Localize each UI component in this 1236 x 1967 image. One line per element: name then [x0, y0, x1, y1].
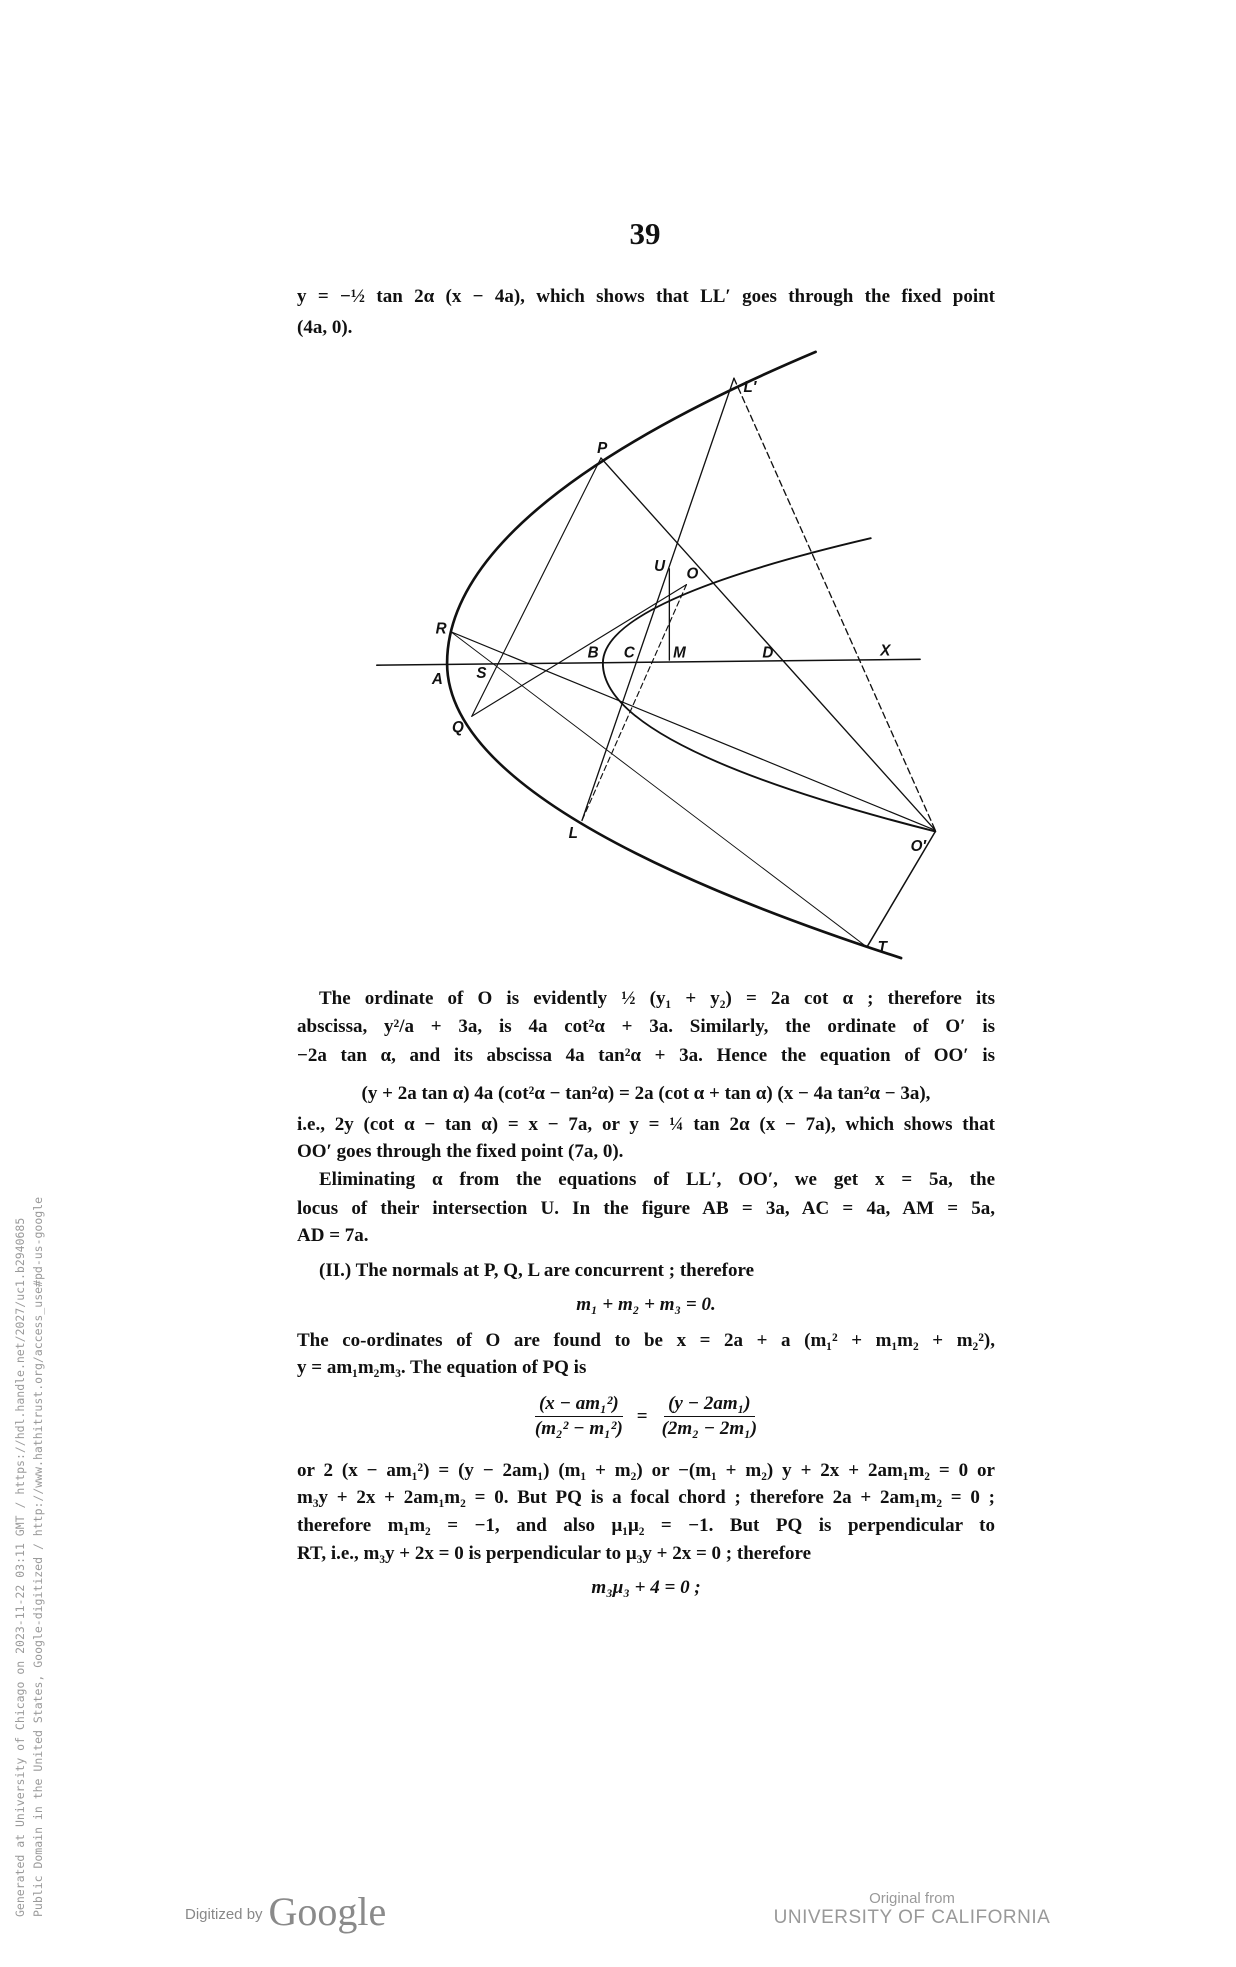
text-line: −2a tan α, and its abscissa 4a tan²α + 3a. Hence the equation of OO′ is	[297, 1045, 995, 1066]
page-number: 39	[629, 216, 661, 251]
chord-pq	[472, 458, 601, 716]
label-x: X	[880, 642, 891, 660]
inner-parabola-locus	[603, 538, 935, 831]
fraction-equals: =	[636, 1405, 648, 1427]
label-o-prime: O′	[910, 837, 927, 856]
text-line: The co-ordinates of O are found to be x = 2a + a (m₁² + m₁m₂ + m₂²),	[297, 1330, 995, 1351]
text-line: y = am₁m₂m₃. The equation of PQ is	[297, 1357, 587, 1378]
watermark-public-domain: Public Domain in the United States, Google-digitized / http://www.hathitrust.org/access_use#pd-us-google	[31, 1196, 45, 1917]
text-line: Eliminating α from the equations of LL′, OO′, we get x = 5a, the	[319, 1169, 995, 1190]
label-s: S	[476, 664, 487, 683]
google-logo: Google	[268, 1889, 387, 1934]
label-t: T	[877, 938, 887, 957]
line-q-o	[472, 585, 687, 717]
label-p: P	[597, 439, 608, 457]
label-c: C	[623, 644, 635, 662]
label-q: Q	[452, 718, 464, 737]
text-line: The ordinate of O is evidently ½ (y₁ + y₂) = 2a cot α ; therefore its	[319, 988, 995, 1009]
equation-normals: m₁ + m₂ + m₃ = 0.	[576, 1294, 716, 1315]
label-o: O	[686, 565, 699, 583]
label-l: L	[568, 824, 578, 843]
fraction-right-numerator: (y − 2am₁)	[664, 1392, 755, 1417]
digitized-by-google	[185, 1888, 386, 1935]
equation-final: m₃μ₃ + 4 = 0 ;	[591, 1577, 701, 1598]
parabola-figure	[354, 333, 949, 962]
text-line: (4a, 0).	[297, 317, 353, 338]
original-from	[772, 1890, 1052, 1929]
text-line: m₃y + 2x + 2am₁m₂ = 0. But PQ is a focal chord ; therefore 2a + 2am₁m₂ = 0 ;	[297, 1487, 995, 1508]
text-line: AD = 7a.	[297, 1225, 369, 1246]
text-line: OO′ goes through the fixed point (7a, 0).	[297, 1141, 624, 1162]
text-line: locus of their intersection U. In the figure AB = 3a, AC = 4a, AM = 5a,	[297, 1198, 995, 1219]
axis-line	[377, 659, 920, 665]
equation-pq-fraction	[297, 1392, 995, 1441]
chord-rt	[451, 632, 867, 947]
digitized-by-label: Digitized by	[185, 1906, 263, 1923]
text-line: abscissa, y²/a + 3a, is 4a cot²α + 3a. Similarly, the ordinate of O′ is	[297, 1016, 995, 1037]
label-m: M	[673, 644, 686, 662]
dashed-l-prime-o-prime	[734, 378, 935, 830]
text-line: therefore m₁m₂ = −1, and also μ₁μ₂ = −1. But PQ is perpendicular to	[297, 1515, 995, 1536]
fraction-left-denominator: (m₂² − m₁²)	[534, 1418, 623, 1439]
label-l-prime: L′	[743, 378, 757, 397]
label-r: R	[435, 620, 447, 638]
text-line: i.e., 2y (cot α − tan α) = x − 7a, or y = ¼ tan 2α (x − 7a), which shows that	[297, 1114, 995, 1135]
text-line: y = −½ tan 2α (x − 4a), which shows that LL′ goes through the fixed point	[297, 286, 995, 307]
text-line: RT, i.e., m₃y + 2x = 0 is perpendicular to μ₃y + 2x = 0 ; therefore	[297, 1543, 812, 1564]
equation-oo-prime: (y + 2a tan α) 4a (cot²α − tan²α) = 2a (cot α + tan α) (x − 4a tan²α − 3a),	[361, 1083, 931, 1104]
label-b: B	[587, 644, 599, 662]
institution-name: UNIVERSITY OF CALIFORNIA	[773, 1907, 1051, 1928]
label-d: D	[762, 644, 774, 662]
fraction-right-denominator: (2m₂ − 2m₁)	[661, 1418, 758, 1439]
label-u: U	[654, 557, 666, 575]
label-a: A	[431, 670, 443, 689]
text-line: or 2 (x − am₁²) = (y − 2am₁) (m₁ + m₂) or −(m₁ + m₂) y + 2x + 2am₁m₂ = 0 or	[297, 1460, 995, 1481]
watermark-generated: Generated at University of Chicago on 2023-11-22 03:11 GMT / https://hdl.handle.net/2027/uc1.b2940685	[13, 1217, 27, 1917]
section-heading-ii: (II.) The normals at P, Q, L are concurrent ; therefore	[319, 1260, 755, 1281]
original-from-label: Original from	[869, 1890, 955, 1907]
fraction-left-numerator: (x − am₁²)	[535, 1392, 623, 1417]
